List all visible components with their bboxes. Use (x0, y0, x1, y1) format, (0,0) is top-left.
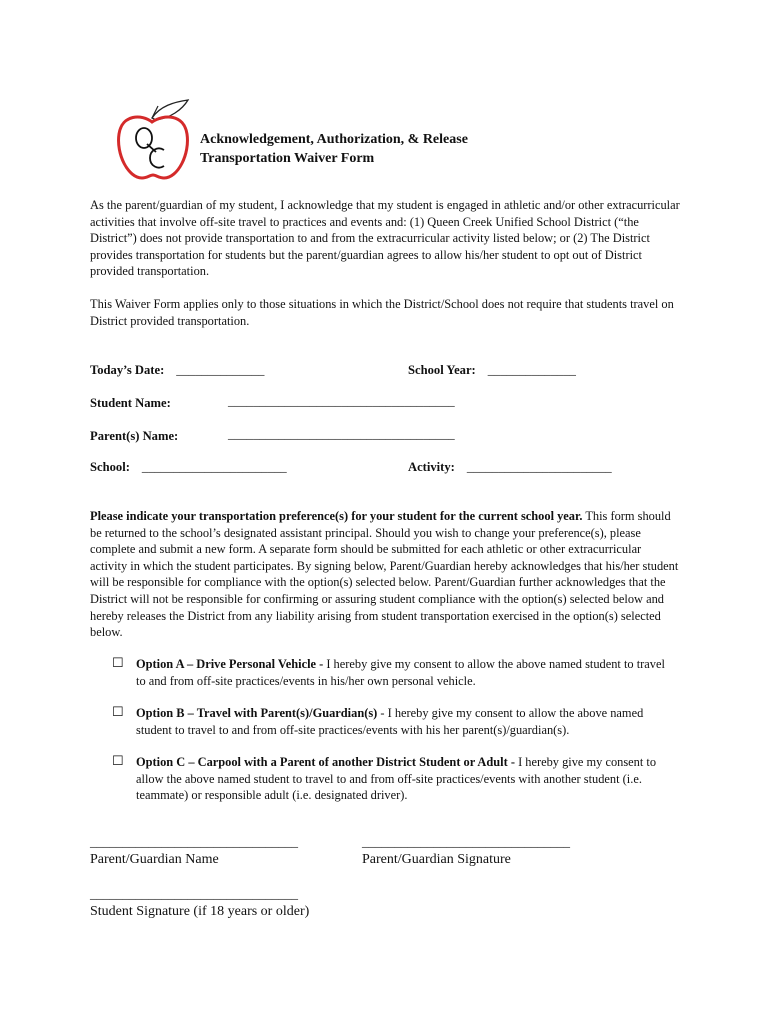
parent-name-line[interactable]: ________________________________ (90, 834, 298, 849)
title-line-1: Acknowledgement, Authorization, & Release (200, 132, 468, 147)
school-year-input[interactable]: ______________ (487, 363, 576, 377)
option-a-checkbox[interactable]: ☐ (112, 655, 124, 670)
option-c-checkbox[interactable]: ☐ (112, 753, 124, 768)
option-b-checkbox[interactable]: ☐ (112, 704, 124, 719)
intro-paragraph-2: This Waiver Form applies only to those situations in which the District/School does not require that students travel on District provided transportation. (90, 296, 674, 328)
parents-name-label: Parent(s) Name: (90, 429, 179, 443)
parent-signature-line[interactable]: ________________________________ (362, 834, 570, 849)
option-b-text: - I hereby give my consent to allow the above named student to travel to and from off-site practices/events with his her parent(s)/guardian(s). (136, 706, 644, 737)
intro-section (90, 197, 680, 329)
instructions-lead: Please indicate your transportation preference(s) for your student for the current school year. (90, 509, 583, 523)
student-signature-label: Student Signature (if 18 years or older) (90, 904, 310, 919)
student-name-input[interactable]: ____________________________________ (228, 394, 455, 408)
option-a-text: I hereby give my consent to allow the above named student to travel to and from off-site practices/events in his/her own personal vehicle. (136, 657, 665, 688)
option-b (112, 704, 672, 738)
todays-date-field (90, 361, 264, 379)
school-field (90, 458, 287, 476)
title-line-2: Transportation Waiver Form (200, 151, 375, 166)
instructions-body: This form should be returned to the school’s designated assistant principal. Should you wish to change your preference(s), please complete and submit a new form. A separate form should be submitted for each athletic or other extracurricular activity in which the student participates. By signing below, Parent/Guardian hereby acknowledges that his/her student will be responsible for compliance with the option(s) selected below. Parent/Guardian further acknowledges that the District will not be responsible for confirming or assuring student compliance with the option(s) selected below and hereby releases the District from any liability arising from student transportation exercised in the option(s) selected below. (90, 509, 679, 640)
student-signature-line[interactable]: ________________________________ (90, 886, 298, 901)
parents-name-field (90, 427, 178, 445)
option-a-title: Option A – Drive Personal Vehicle - (136, 657, 324, 671)
intro-paragraph-1: As the parent/guardian of my student, I acknowledge that my student is engaged in athletic and/or other extracurricular activities that involve off-site travel to practices and events and: (1) Queen Creek Unified School District (“the District”) does not provide transportation to and from the extracurricular activity listed below; or (2) The District provides transportation for students but the parent/guardian agrees to allow his/her student to opt out of District provided transportation. (90, 198, 680, 279)
option-a (112, 655, 672, 689)
parent-signature-label: Parent/Guardian Signature (362, 852, 511, 867)
option-b-title: Option B – Travel with Parent(s)/Guardian(s) (136, 706, 378, 720)
school-input[interactable]: _______________________ (141, 460, 287, 474)
district-logo (112, 98, 194, 182)
todays-date-input[interactable]: ______________ (176, 363, 265, 377)
apple-logo-icon (112, 98, 194, 182)
parents-name-input[interactable]: ____________________________________ (228, 427, 455, 441)
school-year-field (408, 361, 576, 379)
activity-label: Activity: (408, 460, 455, 474)
parent-name-label: Parent/Guardian Name (90, 852, 219, 867)
school-label: School: (90, 460, 130, 474)
form-title (200, 130, 468, 168)
student-name-label: Student Name: (90, 396, 171, 410)
student-name-field (90, 394, 171, 412)
school-year-label: School Year: (408, 363, 476, 377)
option-c-title: Option C – Carpool with a Parent of another District Student or Adult - (136, 755, 515, 769)
todays-date-label: Today’s Date: (90, 363, 165, 377)
activity-input[interactable]: _______________________ (466, 460, 612, 474)
option-c (112, 753, 672, 804)
option-c-text: I hereby give my consent to allow the above named student to travel to and from off-site practices/events with another student (i.e. teammate) or responsible adult (i.e. designated driver). (136, 755, 657, 803)
activity-field (408, 458, 612, 476)
instructions-paragraph (90, 508, 680, 641)
